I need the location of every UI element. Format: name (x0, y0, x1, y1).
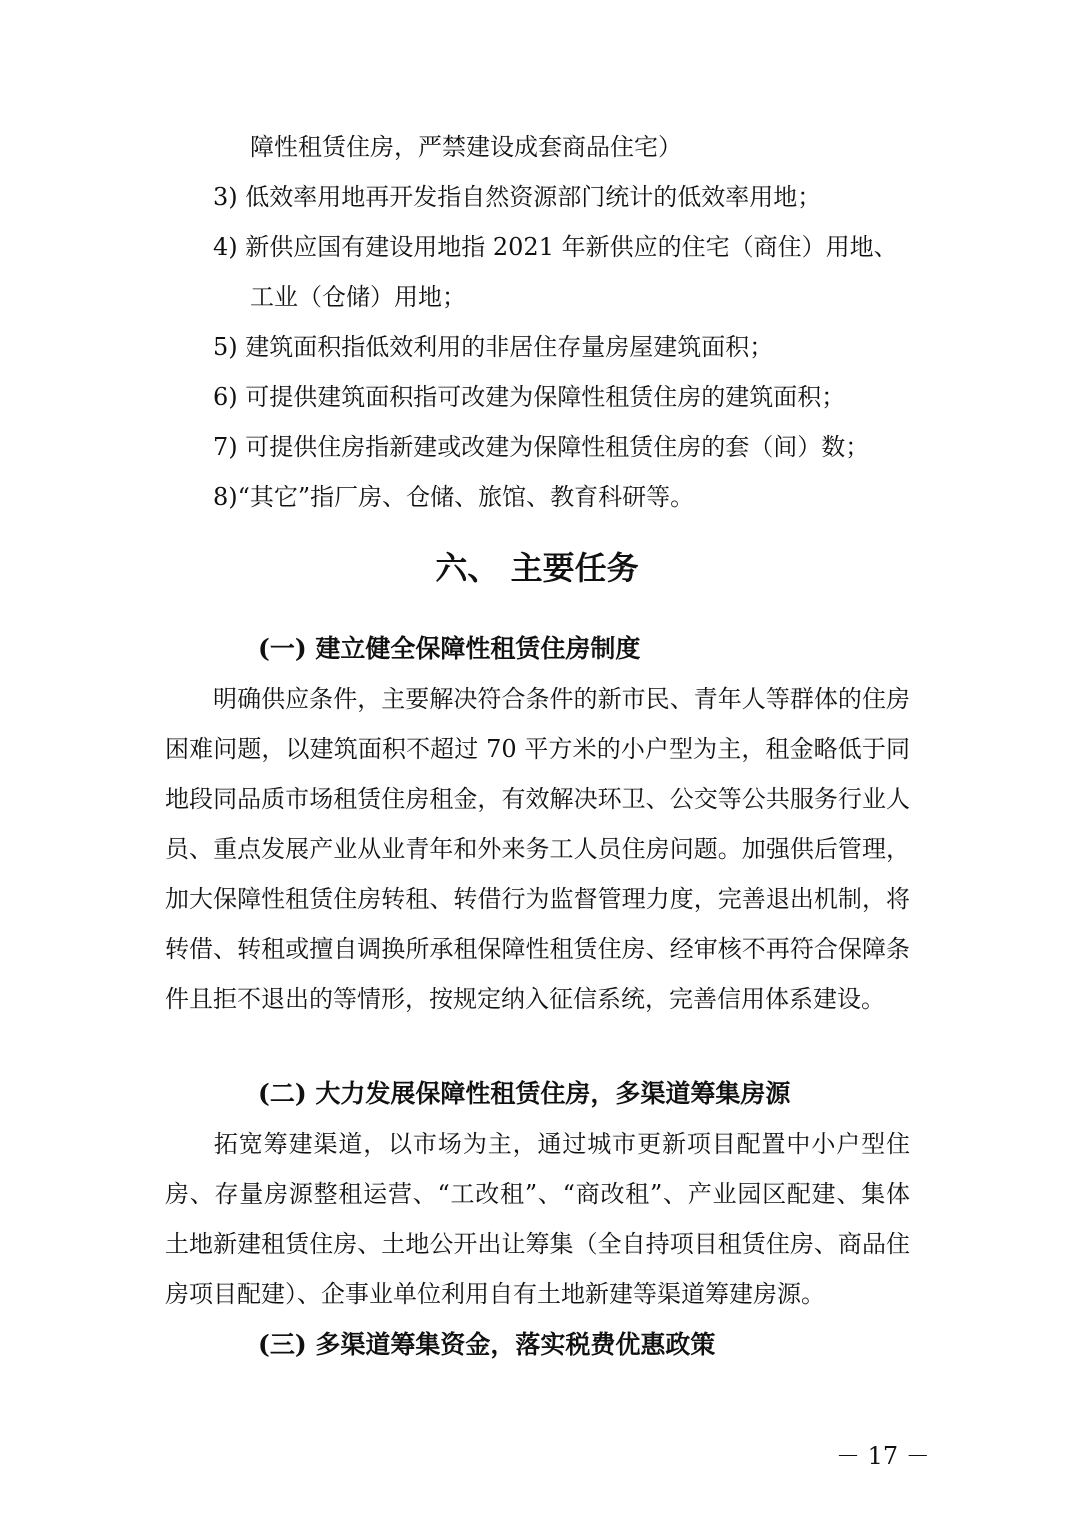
note-item-4: 4) 新供应国有建设用地指 2021 年新供应的住宅（商住）用地、 (213, 233, 898, 261)
note-item-6: 6) 可提供建筑面积指可改建为保障性租赁住房的建筑面积； (213, 383, 846, 411)
note-item-3: 3) 低效率用地再开发指自然资源部门统计的低效率用地； (213, 183, 822, 211)
note-continuation: 障性租赁住房，严禁建设成套商品住宅） (250, 133, 682, 161)
note-item-5: 5) 建筑面积指低效利用的非居住存量房屋建筑面积； (213, 333, 774, 361)
subsection-body-1-text: 明确供应条件，主要解决符合条件的新市民、青年人等群体的住房困难问题，以建筑面积不超过 70 平方米的小户型为主，租金略低于同地段同品质市场租赁住房租金，有效解决环卫、公交等公共服务行业人员、重点发展产业从业青年和外来务工人员住房问题。加强供后管理，加大保障性租赁住房转租、转借行为监督管理力度，完善退出机制，将转借、转租或擅自调换所承租保障性租赁住房、经审核不再符合保障条件且拒不退出的等情形，按规定纳入征信系统，完善信用体系建设。 (165, 685, 910, 1013)
note-item-8: 8)“其它”指厂房、仓储、旅馆、教育科研等。 (213, 483, 695, 511)
section-heading: 六、 主要任务 (435, 549, 639, 587)
subsection-title-2: (二) 大力发展保障性租赁住房，多渠道筹集房源 (258, 1079, 791, 1108)
subsection-title-3: (三) 多渠道筹集资金，落实税费优惠政策 (258, 1330, 716, 1359)
page-number: － 17 － (836, 1442, 930, 1470)
subsection-body-1 (165, 674, 910, 1024)
note-item-7: 7) 可提供住房指新建或改建为保障性租赁住房的套（间）数； (213, 433, 870, 461)
subsection-body-2-text: 拓宽筹建渠道，以市场为主，通过城市更新项目配置中小户型住房、存量房源整租运营、“工改租”、“商改租”、产业园区配建、集体土地新建租赁住房、土地公开出让筹集（全自持项目租赁住房、商品住房项目配建）、企事业单位利用自有土地新建等渠道筹建房源。 (165, 1130, 910, 1308)
subsection-title-1: (一) 建立健全保障性租赁住房制度 (258, 634, 641, 663)
note-item-4-continuation: 工业（仓储）用地； (250, 283, 466, 311)
subsection-body-2 (165, 1119, 910, 1319)
